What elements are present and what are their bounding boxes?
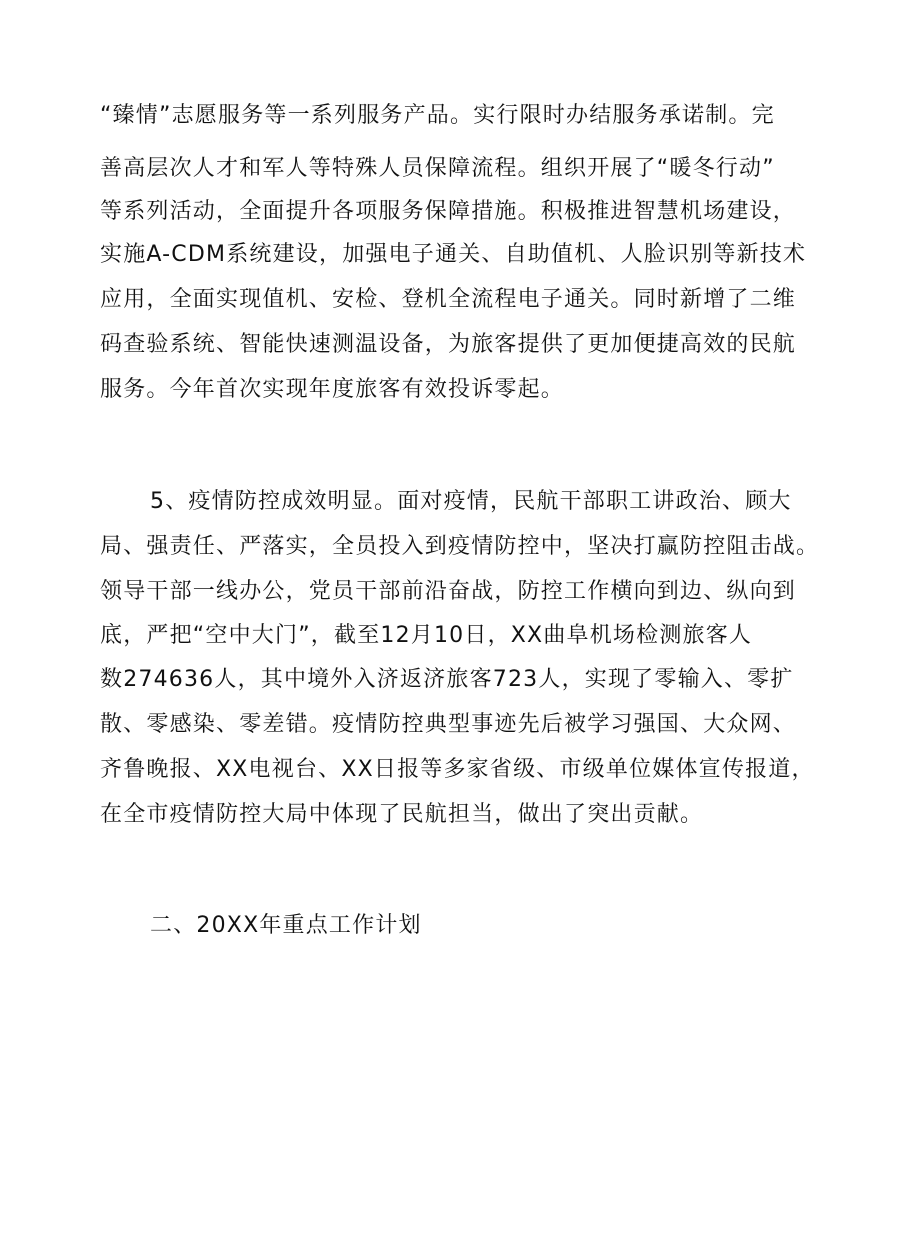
- paragraph1-line-4: 实施A-CDM系统建设，加强电子通关、自助值机、人脸识别等新技术: [100, 242, 807, 267]
- paragraph2-line-3: 领导干部一线办公，党员干部前沿奋战，防控工作横向到边、纵向到: [100, 579, 797, 604]
- paragraph1-line-2: 善高层次人才和军人等特殊人员保障流程。组织开展了“暖冬行动”: [100, 156, 775, 181]
- paragraph2-line-2: 局、强责任、严落实，全员投入到疫情防控中，坚决打赢防控阻击战。: [100, 534, 820, 559]
- paragraph2-line-1: 5、疫情防控成效明显。面对疫情，民航干部职工讲政治、顾大: [150, 489, 792, 514]
- paragraph1-line-6: 码查验系统、智能快速测温设备，为旅客提供了更加便捷高效的民航: [100, 332, 797, 357]
- paragraph2-line-5: 数274636人，其中境外入济返济旅客723人，实现了零输入、零扩: [100, 667, 794, 692]
- section-heading: 二、20XX年重点工作计划: [150, 913, 422, 938]
- paragraph2-line-4: 底，严把“空中大门”，截至12月10日，XX曲阜机场检测旅客人: [100, 623, 753, 648]
- paragraph2-line-6: 散、零感染、零差错。疫情防控典型事迹先后被学习强国、大众网、: [100, 712, 797, 737]
- paragraph1-line-1: “臻情”志愿服务等一系列服务产品。实行限时办结服务承诺制。完: [100, 103, 775, 128]
- paragraph1-line-7: 服务。今年首次实现年度旅客有效投诉零起。: [100, 377, 565, 402]
- paragraph2-line-7: 齐鲁晚报、XX电视台、XX日报等多家省级、市级单位媒体宣传报道，: [100, 757, 815, 782]
- paragraph1-line-5: 应用，全面实现值机、安检、登机全流程电子通关。同时新增了二维: [100, 287, 797, 312]
- paragraph2-line-8: 在全市疫情防控大局中体现了民航担当，做出了突出贡献。: [100, 802, 704, 827]
- paragraph1-line-3: 等系列活动，全面提升各项服务保障措施。积极推进智慧机场建设，: [100, 199, 797, 224]
